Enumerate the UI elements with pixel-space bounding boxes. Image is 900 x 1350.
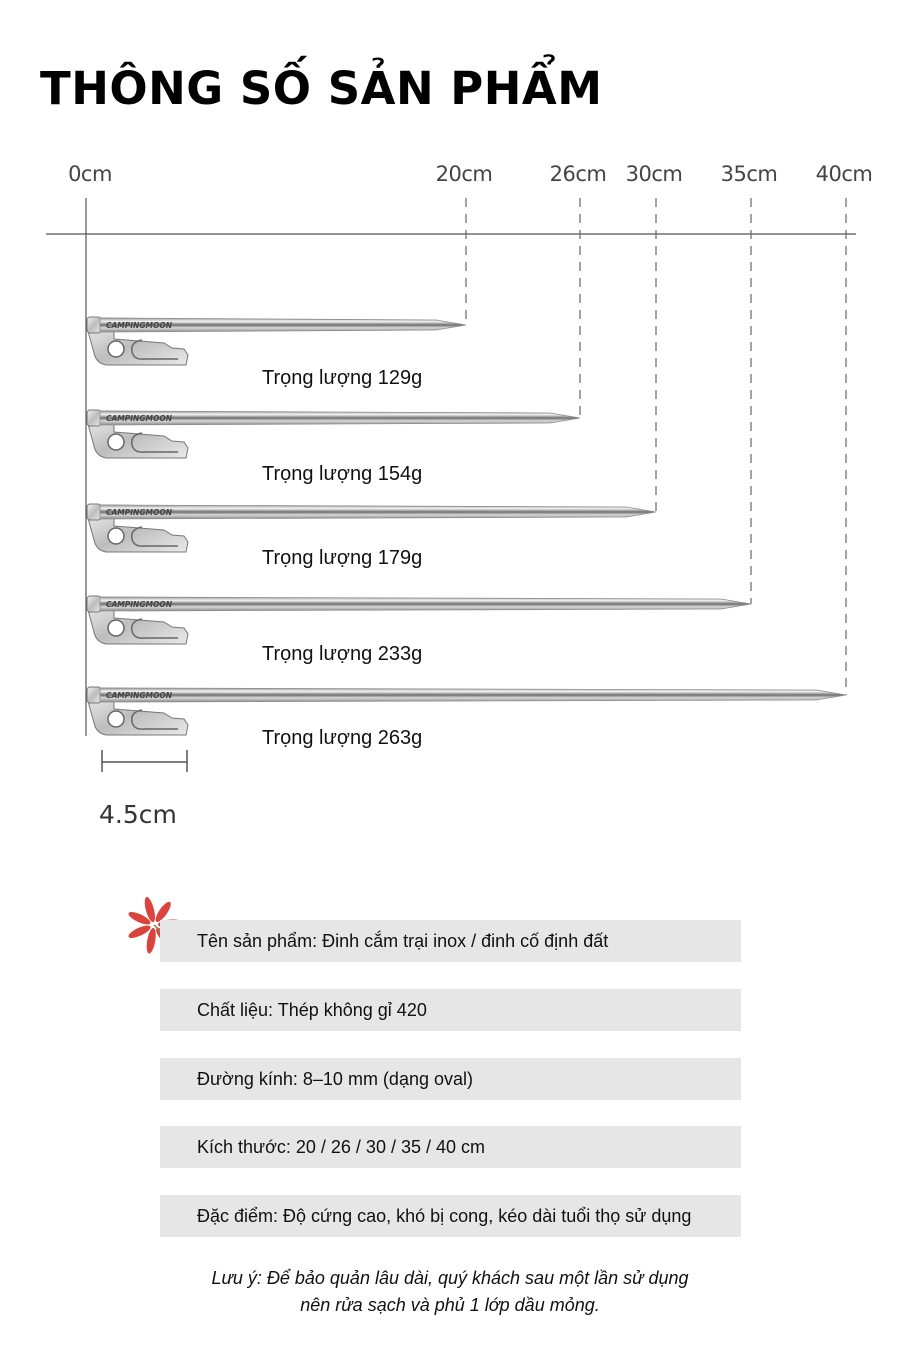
- stake-hole: [108, 528, 124, 544]
- stake-collar: [87, 317, 101, 333]
- spec-text: Kích thước: 20 / 26 / 30 / 35 / 40 cm: [197, 1136, 485, 1157]
- stake-brand-text: CAMPINGMOON: [106, 508, 172, 517]
- care-note-line-2: nên rửa sạch và phủ 1 lớp dầu mỏng.: [300, 1295, 600, 1315]
- stake-brand-text: CAMPINGMOON: [106, 414, 172, 423]
- stake-brand-text: CAMPINGMOON: [106, 600, 172, 609]
- care-note: [0, 1265, 900, 1319]
- tick-label-40cm: 40cm: [815, 162, 873, 186]
- spec-row-diameter: [160, 1058, 741, 1100]
- head-width-label: 4.5cm: [99, 800, 177, 829]
- spec-text: Tên sản phẩm: Đinh cắm trại inox / đinh cố định đất: [197, 930, 609, 951]
- weight-label-26cm: Trọng lượng 154g: [262, 463, 423, 485]
- stake-shaft: [100, 411, 580, 425]
- spec-text: Đường kính: 8–10 mm (dạng oval): [197, 1068, 473, 1089]
- stake-brand-text: CAMPINGMOON: [106, 321, 172, 330]
- stake-collar: [87, 687, 101, 703]
- tent-stake-26cm: [87, 410, 580, 458]
- stake-hole: [108, 341, 124, 357]
- tick-label-30cm: 30cm: [625, 162, 683, 186]
- tent-stake-35cm: [87, 596, 751, 644]
- head-width-dimension: [102, 750, 187, 772]
- weight-label-20cm: Trọng lượng 129g: [262, 367, 423, 389]
- stake-hole: [108, 434, 124, 450]
- page-title: THÔNG SỐ SẢN PHẨM: [40, 62, 603, 115]
- spec-row-material: [160, 989, 741, 1031]
- stake-hole: [108, 620, 124, 636]
- stake-shaft: [100, 688, 846, 702]
- spec-row-product-name: [160, 920, 741, 962]
- tick-label-0cm: 0cm: [68, 162, 112, 186]
- weight-label-40cm: Trọng lượng 263g: [262, 727, 423, 749]
- spec-text: Chất liệu: Thép không gỉ 420: [197, 999, 427, 1020]
- tick-label-20cm: 20cm: [435, 162, 493, 186]
- care-note-line-1: Lưu ý: Để bảo quản lâu dài, quý khách sau một lần sử dụng: [211, 1268, 689, 1288]
- stake-shaft: [100, 597, 751, 611]
- spec-row-size: [160, 1126, 741, 1168]
- tent-stake-40cm: [87, 687, 846, 735]
- tent-stake-20cm: [87, 317, 466, 365]
- tick-label-35cm: 35cm: [720, 162, 778, 186]
- stake-shaft: [100, 505, 656, 519]
- spec-row-features: [160, 1195, 741, 1237]
- tent-stake-30cm: [87, 504, 656, 552]
- stake-collar: [87, 504, 101, 520]
- stake-collar: [87, 410, 101, 426]
- tick-label-26cm: 26cm: [549, 162, 607, 186]
- stake-hole: [108, 711, 124, 727]
- spec-text: Đặc điểm: Độ cứng cao, khó bị cong, kéo dài tuổi thọ sử dụng: [197, 1205, 692, 1226]
- weight-label-30cm: Trọng lượng 179g: [262, 547, 423, 569]
- stake-brand-text: CAMPINGMOON: [106, 691, 172, 700]
- stake-collar: [87, 596, 101, 612]
- weight-label-35cm: Trọng lượng 233g: [262, 643, 423, 665]
